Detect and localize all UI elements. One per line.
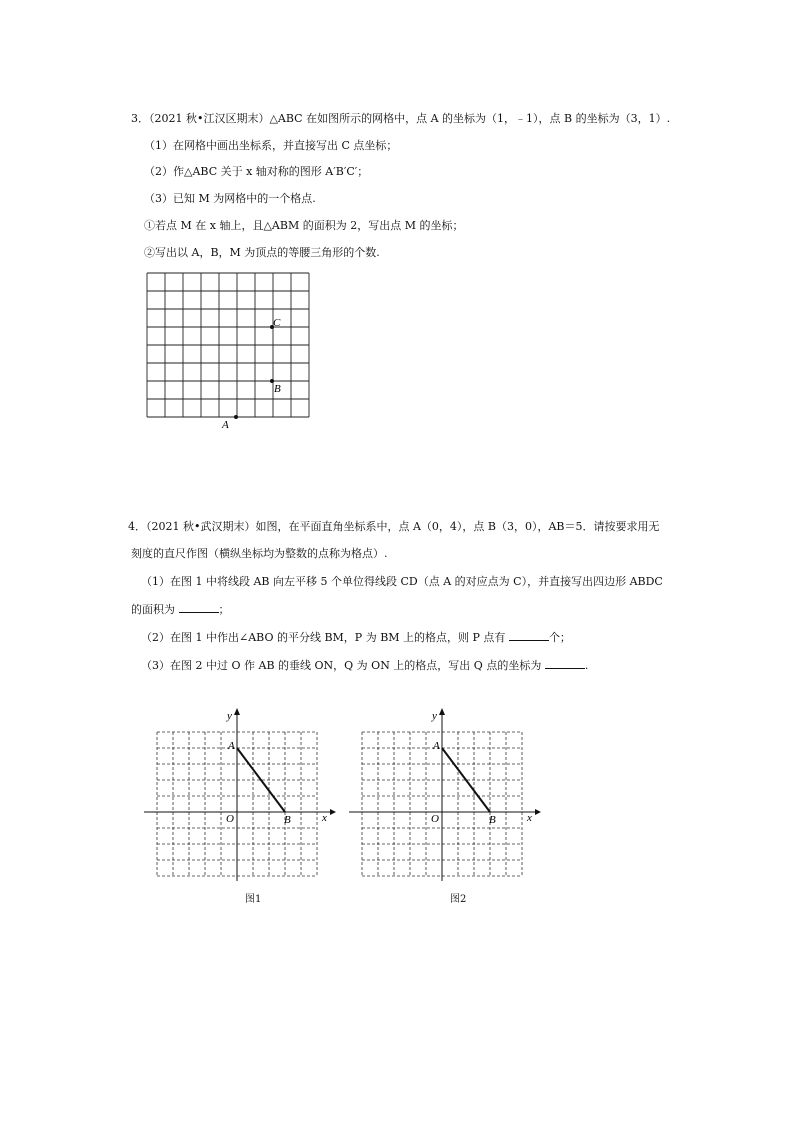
origin-label: O xyxy=(226,813,234,825)
label-b: B xyxy=(274,383,281,395)
x-axis-arrow-icon xyxy=(330,809,336,815)
q3-part3a: ①若点 M 在 x 轴上，且△ABM 的面积为 2，写出点 M 的坐标； xyxy=(144,219,464,232)
label-a: A xyxy=(228,740,235,752)
q4-stem-line2: 刻度的直尺作图（横纵坐标均为整数的点称为格点）. xyxy=(131,547,388,560)
y-label: y xyxy=(432,710,437,722)
q3-part3b: ②写出以 A，B，M 为顶点的等腰三角形的个数. xyxy=(144,246,380,259)
q4-part1-line1: （1）在图 1 中将线段 AB 向左平移 5 个单位得线段 CD（点 A 的对应点为 C），并直接写出四边形 ABDC xyxy=(141,575,663,588)
label-a: A xyxy=(433,740,440,752)
q3-part3: （3）已知 M 为网格中的一个格点. xyxy=(144,192,316,205)
q-coordinate-answer-blank[interactable] xyxy=(545,658,585,669)
y-label: y xyxy=(227,710,232,722)
figure-1-caption: 图1 xyxy=(245,894,262,905)
q4-part1-text: 的面积为 xyxy=(131,603,175,616)
q3-stem: 3．（2021 秋•江汉区期末）△ABC 在如图所示的网格中，点 A 的坐标为（1，﹣1），点 B 的坐标为（3，1）. xyxy=(131,112,671,125)
origin-label: O xyxy=(431,813,439,825)
label-c: C xyxy=(273,317,281,329)
x-label: x xyxy=(322,812,327,824)
p-count-answer-blank[interactable] xyxy=(509,630,549,641)
q4-part3-end: . xyxy=(584,659,589,672)
figure-2-caption: 图2 xyxy=(450,894,467,905)
label-a: A xyxy=(222,419,229,431)
label-b: B xyxy=(489,814,496,826)
figure-2 xyxy=(345,705,545,885)
q4-part2-end: 个； xyxy=(548,631,571,644)
q4-part1-end: ； xyxy=(218,603,230,616)
q4-part1-line2 xyxy=(131,602,230,617)
q4-part2 xyxy=(141,630,571,645)
x-axis-arrow-icon xyxy=(535,809,541,815)
label-b: B xyxy=(284,814,291,826)
figure-1 xyxy=(140,705,340,885)
q4-part3 xyxy=(141,658,588,673)
q4-part2-text: （2）在图 1 中作出∠ABO 的平分线 BM，P 为 BM 上的格点，则 P 点有 xyxy=(141,631,506,644)
y-axis-arrow-icon xyxy=(439,708,445,715)
q3-grid-figure xyxy=(146,271,310,437)
area-answer-blank[interactable] xyxy=(179,602,219,613)
q3-part1: （1）在网格中画出坐标系，并直接写出 C 点坐标； xyxy=(144,139,398,152)
x-label: x xyxy=(527,812,532,824)
point-a-dot xyxy=(234,415,238,419)
q3-part2: （2）作△ABC 关于 x 轴对称的图形 A′B′C′； xyxy=(144,165,369,178)
q4-part3-text: （3）在图 2 中过 O 作 AB 的垂线 ON，Q 为 ON 上的格点，写出 Q 点的坐标为 xyxy=(141,659,542,672)
q4-stem-line1: 4．（2021 秋•武汉期末）如图，在平面直角坐标系中，点 A（0，4），点 B（3，0），AB＝5．请按要求用无 xyxy=(128,520,660,533)
y-axis-arrow-icon xyxy=(234,708,240,715)
